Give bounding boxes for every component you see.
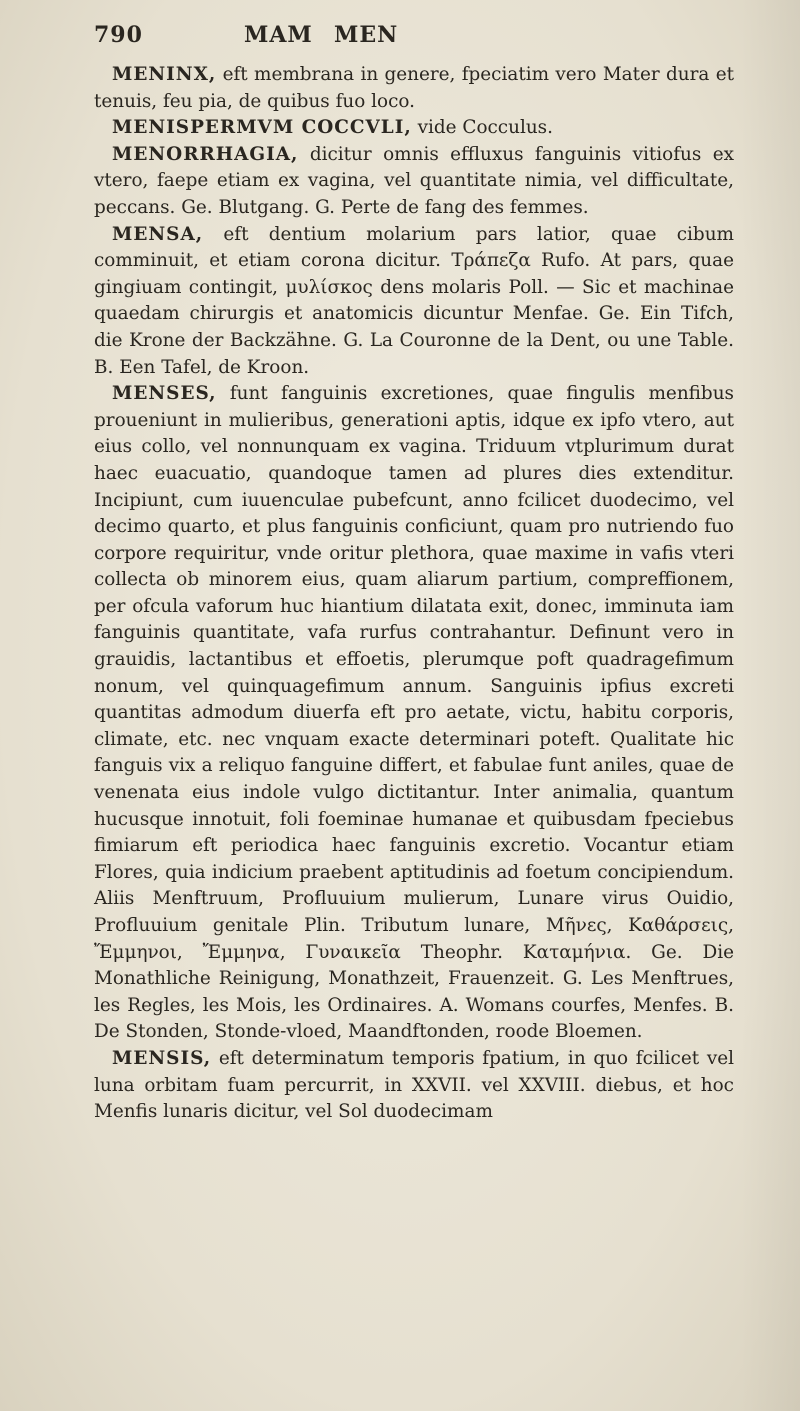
headword: MENORRHAGIA,: [112, 143, 299, 165]
entry-menispermum: [94, 115, 734, 142]
entry-text: funt fanguinis excretiones, quae fingulis menfibus proueniunt in mulieribus, generationi aptis, idque ex ipfo vtero, aut eius collo, vel nonnunquam ex vagina. Triduum vtplurimum durat haec euacuatio, quandoque tamen ad plures dies extenditur. Incipiunt, cum iuuenculae pubefcunt, anno fcilicet duodecimo, vel decimo quarto, et plus fanguinis conficiunt, quam pro nutriendo fuo corpore requiritur, vnde oritur plethora, quae maxime in vafis vteri collecta ob minorem eius, quam aliarum partium, compreffionem, per ofcula vaforum huc hiantium dilatata exit, donec, imminuta iam fanguinis quantitate, vafa rurfus contrahantur. Definunt vero in grauidis, lactantibus et effoetis, plerumque poft quadragefimum nonum, vel quinquagefimum annum. Sanguinis ipfius excreti quantitas admodum diuerfa eft pro aetate, victu, habitu corporis, climate, etc. nec vnquam exacte determinari poteft. Qualitate hic fanguis vix a reliquo fanguine differt, et fabulae funt aniles, quae de venenata eius indole vulgo dictitantur. Inter animalia, quantum hucusque innotuit, foli foeminae humanae et quibusdam fpeciebus fimiarum eft periodica haec fanguinis excretio. Vocantur etiam Flores, quia indicium praebent aptitudinis ad foetum concipiendum. Aliis Menftruum, Profluuium mulierum, Lunare virus Ouidio, Profluuium genitale Plin. Tributum lunare, Μῆνες, Καθάρσεις, Ἔμμηνοι, Ἔμμηνα, Γυναικεῖα Theophr. Καταμήνια. Ge. Die Monathliche Reinigung, Monathzeit, Frauenzeit. G. Les Menftrues, les Regles, les Mois, les Ordinaires. A. Womans courfes, Menfes. B. De Stonden, Stonde-vloed, Maandftonden, roode Bloemen.: [94, 383, 734, 1043]
entry-text: eft determinatum temporis fpatium, in quo fcilicet vel luna orbitam fuam percurrit, in XXVII. vel XXVIII. diebus, et hoc Menfis lunaris dicitur, vel Sol duodecimam: [94, 1047, 734, 1123]
headword: MENSIS,: [112, 1047, 212, 1069]
page-edge-shadow: [740, 0, 800, 1411]
entry-mensa: [94, 222, 734, 382]
headword: MENSES,: [112, 383, 217, 405]
page-header: [94, 22, 654, 52]
running-head-right: MEN: [334, 22, 399, 48]
entry-text: eft dentium molarium pars latior, quae cibum comminuit, et etiam corona dicitur. Τράπεζα Rufo. At pars, quae gingiuam contingit, μυλίσκος dens molaris Poll. — Sic et machinae quaedam chirurgis et anatomicis dicuntur Menfae. Ge. Ein Tifch, die Krone der Backzähne. G. La Couronne de la Dent, ou une Table. B. Een Tafel, de Kroon.: [94, 223, 734, 378]
entry-text: dicitur omnis effluxus fanguinis vitiofus ex vtero, faepe etiam ex vagina, vel quantitate nimia, vel difficultate, peccans. Ge. Blutgang. G. Perte de fang des femmes.: [94, 143, 734, 218]
dictionary-body: [94, 62, 734, 1126]
page-number: 790: [94, 22, 143, 48]
running-head-left: MAM: [244, 22, 313, 48]
entry-menorrhagia: [94, 142, 734, 222]
headword: MENSA,: [112, 223, 204, 245]
entry-meninx: [94, 62, 734, 115]
headword: MENISPERMVM COCCVLI,: [112, 117, 412, 139]
entry-text: eft membrana in genere, fpeciatim vero Mater dura et tenuis, feu pia, de quibus fuo loco.: [94, 64, 734, 112]
entry-text: vide Cocculus.: [417, 117, 553, 139]
entry-menses: [94, 381, 734, 1046]
entry-mensis: [94, 1046, 734, 1126]
headword: MENINX,: [112, 64, 217, 85]
